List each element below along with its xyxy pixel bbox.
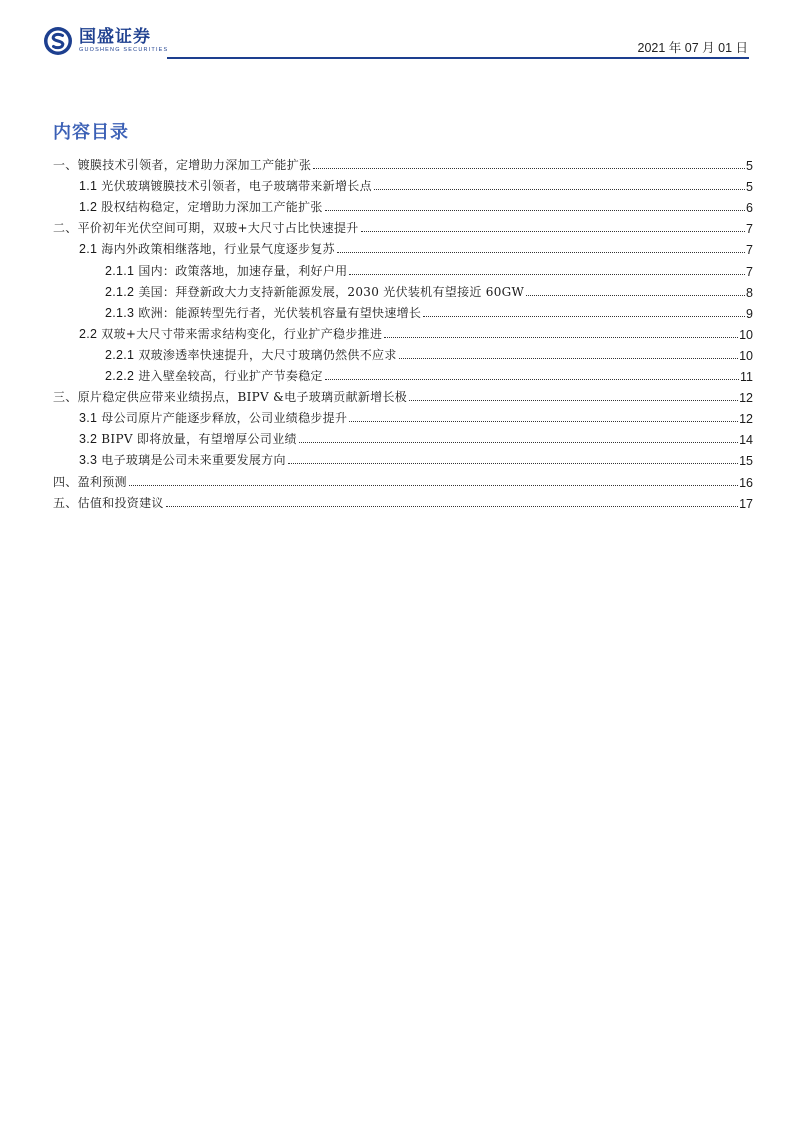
toc-entry-title (53, 156, 313, 173)
toc-leader-dots (337, 252, 745, 253)
toc-entry-number: 2.2.2 (105, 369, 135, 383)
toc-entry[interactable] (0, 448, 793, 468)
toc-entry-number: 3.3 (79, 453, 98, 468)
toc-page-number: 7 (746, 222, 753, 237)
toc-entry-text: 母公司原片产能逐步释放，公司业绩稳步提升 (101, 411, 348, 426)
toc-page-number: 7 (746, 264, 753, 279)
toc-entry-number: 2.2 (79, 326, 98, 341)
header-rule (167, 57, 749, 59)
toc-entry-title (79, 430, 299, 447)
toc-entry-title (53, 494, 166, 511)
toc-entry-title (79, 325, 384, 342)
toc-page-number: 15 (739, 454, 753, 469)
toc-entry-title (105, 304, 423, 321)
toc-leader-dots (526, 295, 745, 296)
toc-leader-dots (409, 400, 738, 401)
toc-page-number: 12 (739, 391, 753, 406)
toc-entry[interactable] (0, 174, 793, 194)
toc-leader-dots (349, 274, 745, 275)
toc-leader-dots (166, 506, 738, 507)
logo (43, 26, 168, 56)
toc-title: 内容目录 (53, 122, 129, 143)
toc-entry[interactable] (0, 153, 793, 173)
toc-entry-text: BIPV 即将放量，有望增厚公司业绩 (101, 432, 297, 447)
toc-page-number: 14 (739, 433, 753, 448)
page-header (0, 0, 793, 60)
toc-entry-title (53, 219, 361, 236)
toc-entry[interactable] (0, 259, 793, 279)
toc-entry-text: 五、估值和投资建议 (53, 495, 164, 510)
toc-page-number: 7 (746, 243, 753, 258)
toc-page-number: 10 (739, 327, 753, 342)
toc-entry-title (53, 388, 409, 405)
toc-entry[interactable] (0, 364, 793, 384)
toc-entry-text: 美国：拜登新政大力支持新能源发展，2030 光伏装机有望接近 60GW (138, 284, 525, 299)
toc-entry-text: 四、盈利预测 (53, 474, 127, 489)
toc-entry[interactable] (0, 237, 793, 257)
toc-page-number: 10 (739, 348, 753, 363)
logo-chinese-name: 国盛证券 (79, 27, 151, 47)
toc-entry-number: 2.1 (79, 242, 98, 257)
toc-entry-title (79, 198, 325, 215)
toc-entry-text: 海内外政策相继落地，行业景气度逐步复苏 (101, 242, 335, 257)
toc-entry-title (105, 367, 325, 384)
toc-page-number: 6 (746, 201, 753, 216)
toc-entry[interactable] (0, 470, 793, 490)
toc-entry-title (53, 473, 129, 490)
toc-entry[interactable] (0, 280, 793, 300)
toc-entry-title (79, 451, 288, 468)
toc-page-number: 11 (740, 370, 753, 384)
toc-entry-text: 双玻+大尺寸带来需求结构变化，行业扩产稳步推进 (101, 326, 383, 341)
toc-entry[interactable] (0, 385, 793, 405)
toc-entry-number: 1.1 (79, 179, 98, 194)
toc-entry-title (105, 283, 526, 300)
logo-english-name: GUOSHENG SECURITIES (79, 47, 169, 53)
toc-entry-text: 进入壁垒较高，行业扩产节奏稳定 (138, 369, 323, 383)
toc-entry[interactable] (0, 427, 793, 447)
toc-leader-dots (423, 316, 745, 317)
toc-entry-text: 光伏玻璃镀膜技术引领者，电子玻璃带来新增长点 (101, 179, 372, 194)
toc-entry[interactable] (0, 301, 793, 321)
guosheng-logo-icon (43, 26, 73, 56)
toc-leader-dots (299, 442, 738, 443)
toc-entry-text: 欧洲：能源转型先行者，光伏装机容量有望快速增长 (138, 305, 422, 320)
toc-entry-text: 一、镀膜技术引领者，定增助力深加工产能扩张 (53, 158, 312, 172)
toc-page-number: 17 (739, 496, 753, 511)
toc-leader-dots (399, 358, 738, 359)
toc-entry-number: 2.2.1 (105, 347, 135, 362)
toc-entry[interactable] (0, 322, 793, 342)
toc-entry-title (105, 262, 349, 279)
toc-leader-dots (384, 337, 738, 338)
toc-entry-text: 三、原片稳定供应带来业绩拐点，BIPV &电子玻璃贡献新增长极 (53, 390, 408, 405)
toc-page-number: 9 (746, 306, 753, 321)
toc-leader-dots (361, 231, 745, 232)
toc-page-number: 16 (739, 475, 753, 490)
toc-entry-title (79, 409, 349, 426)
toc-entry-number: 3.1 (79, 411, 98, 426)
toc-entry-number: 1.2 (79, 200, 98, 215)
toc-entry-text: 股权结构稳定，定增助力深加工产能扩张 (101, 200, 323, 215)
toc-leader-dots (325, 379, 739, 380)
toc-page-number: 12 (739, 412, 753, 427)
toc-entry-title (105, 346, 399, 363)
toc-entry[interactable] (0, 406, 793, 426)
toc-entry-text: 电子玻璃是公司未来重要发展方向 (101, 453, 286, 468)
toc-entry[interactable] (0, 195, 793, 215)
toc-page-number: 5 (746, 180, 753, 195)
toc-entry-number: 2.1.3 (105, 305, 135, 320)
toc-entry-text: 国内：政策落地，加速存量，利好户用 (138, 263, 348, 278)
toc-entry-text: 双玻渗透率快速提升，大尺寸玻璃仍然供不应求 (138, 347, 397, 362)
toc-leader-dots (325, 210, 745, 211)
toc-entry-text: 二、平价初年光伏空间可期，双玻+大尺寸占比快速提升 (53, 221, 359, 236)
toc-leader-dots (129, 485, 738, 486)
toc-leader-dots (288, 463, 738, 464)
toc-page-number: 5 (746, 159, 753, 173)
toc-leader-dots (374, 189, 745, 190)
toc-leader-dots (349, 421, 738, 422)
toc-entry-title (79, 177, 374, 194)
toc-page-number: 8 (746, 285, 753, 300)
toc-entry-number: 3.2 (79, 432, 98, 447)
toc-entry-title (79, 240, 337, 257)
toc-entry-number: 2.1.2 (105, 284, 135, 299)
toc-entry[interactable] (0, 491, 793, 511)
toc-entry[interactable] (0, 216, 793, 236)
report-date: 2021 年 07 月 01 日 (637, 41, 748, 55)
toc-entry[interactable] (0, 343, 793, 363)
toc-leader-dots (313, 168, 745, 169)
toc-entry-number: 2.1.1 (105, 263, 135, 278)
